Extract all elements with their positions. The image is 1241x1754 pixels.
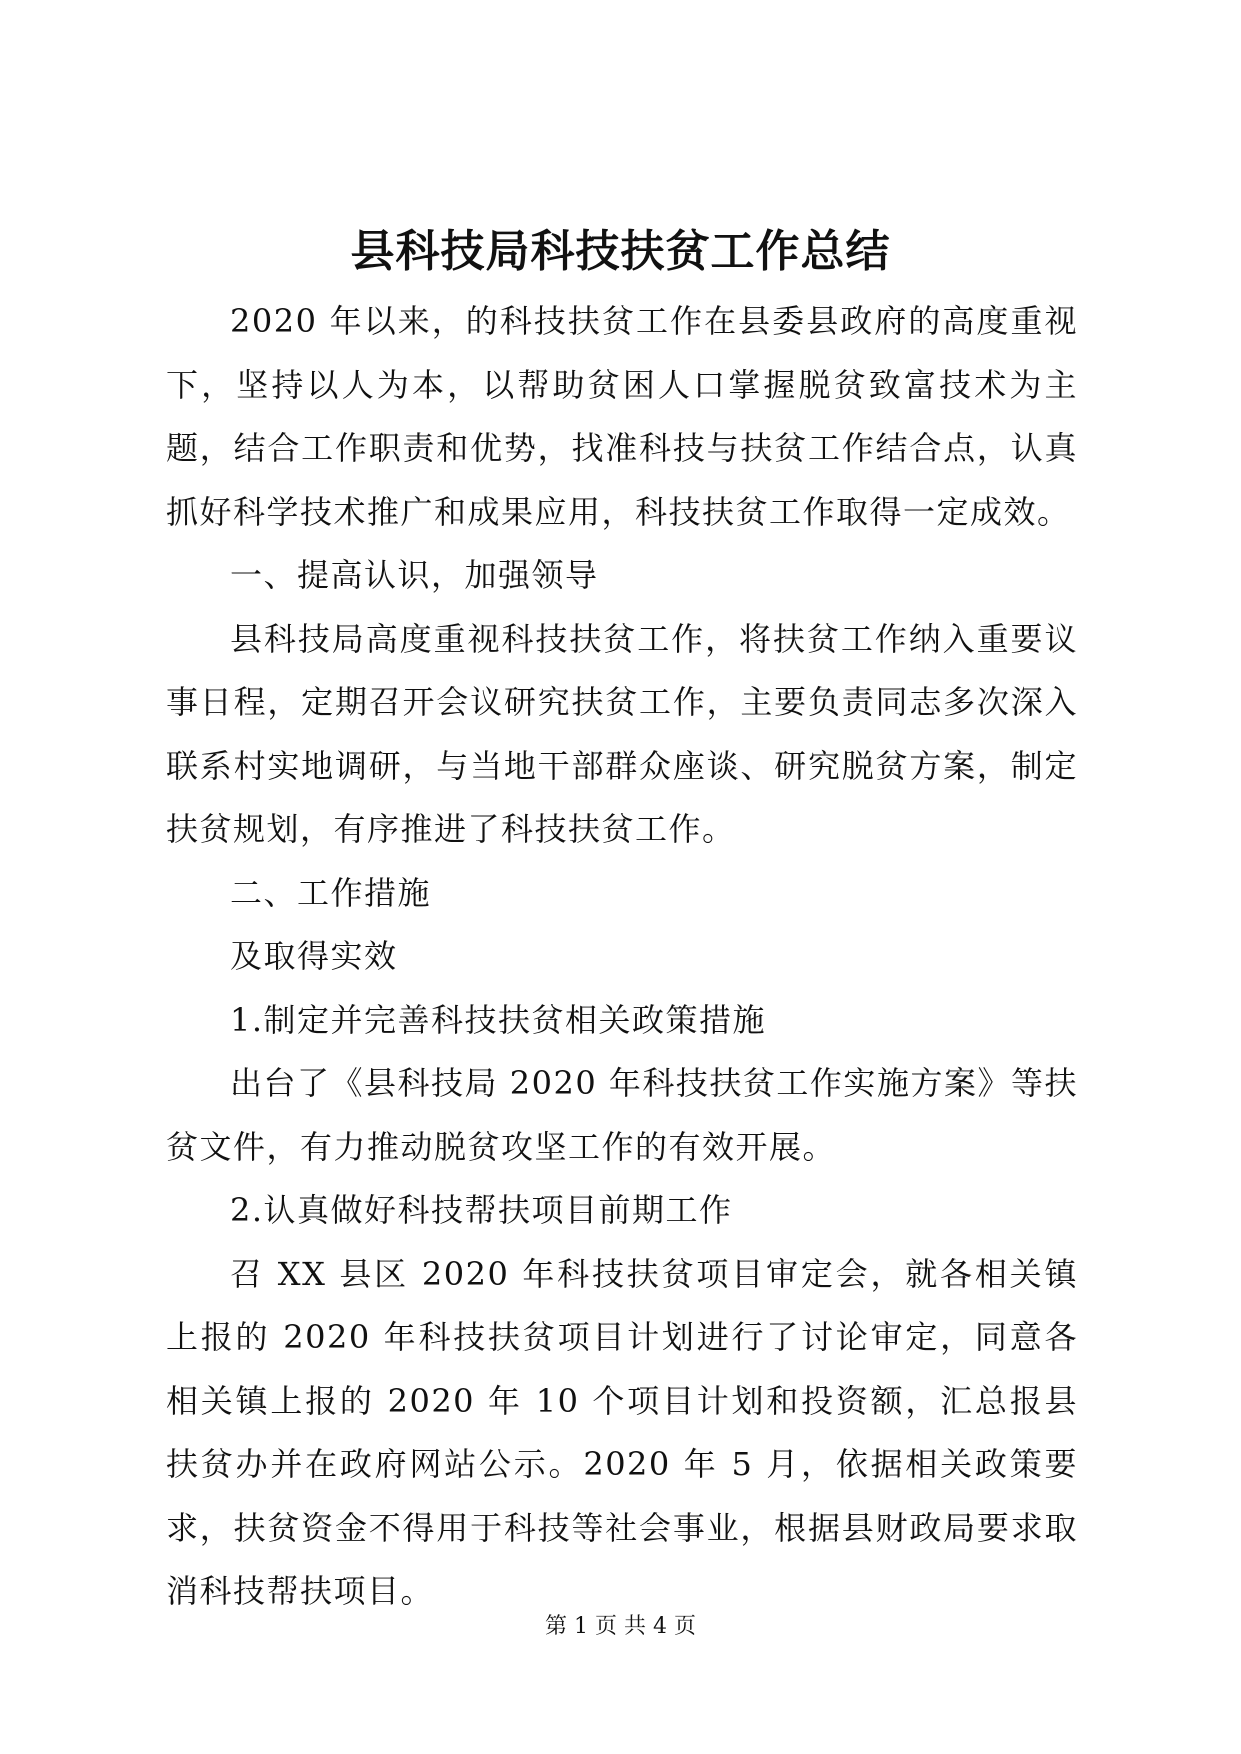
paragraph-intro: 2020 年以来，的科技扶贫工作在县委县政府的高度重视下，坚持以人为本，以帮助贫困人口掌握脱贫致富技术为主题，结合工作职责和优势，找准科技与扶贫工作结合点，认真抓好科学技术推广和成果应用，科技扶贫工作取得一定成效。 bbox=[166, 302, 1078, 531]
section-heading-1: 一、提高认识，加强领导 bbox=[230, 556, 599, 594]
paragraph-policy: 出台了《县科技局 2020 年科技扶贫工作实施方案》等扶贫文件，有力推动脱贫攻坚工作的有效开展。 bbox=[166, 1064, 1078, 1166]
page-number-footer: 第 1 页 共 4 页 bbox=[545, 1614, 696, 1639]
paragraph-projects: 召 XX 县区 2020 年科技扶贫项目审定会，就各相关镇上报的 2020 年科技扶贫项目计划进行了讨论审定，同意各相关镇上报的 2020 年 10 个项目计划和投资额，汇总报县扶贫办并在政府网站公示。2020 年 5 月，依据相关政策要求，扶贫资金不得用于科技等社会事业，根据县财政局要求取消科技帮扶项目。 bbox=[166, 1254, 1078, 1610]
paragraph-leadership: 县科技局高度重视科技扶贫工作，将扶贫工作纳入重要议事日程，定期召开会议研究扶贫工作，主要负责同志多次深入联系村实地调研，与当地干部群众座谈、研究脱贫方案，制定扶贫规划，有序推进了科技扶贫工作。 bbox=[166, 619, 1078, 848]
subheading-1: 1.制定并完善科技扶贫相关政策措施 bbox=[230, 1000, 767, 1039]
subheading-2: 2.认真做好科技帮扶项目前期工作 bbox=[230, 1191, 733, 1229]
document-title: 县科技局科技扶贫工作总结 bbox=[350, 226, 891, 277]
section-heading-2-continued: 及取得实效 bbox=[230, 937, 398, 975]
document-body bbox=[166, 290, 1078, 1624]
section-heading-2: 二、工作措施 bbox=[230, 873, 432, 912]
